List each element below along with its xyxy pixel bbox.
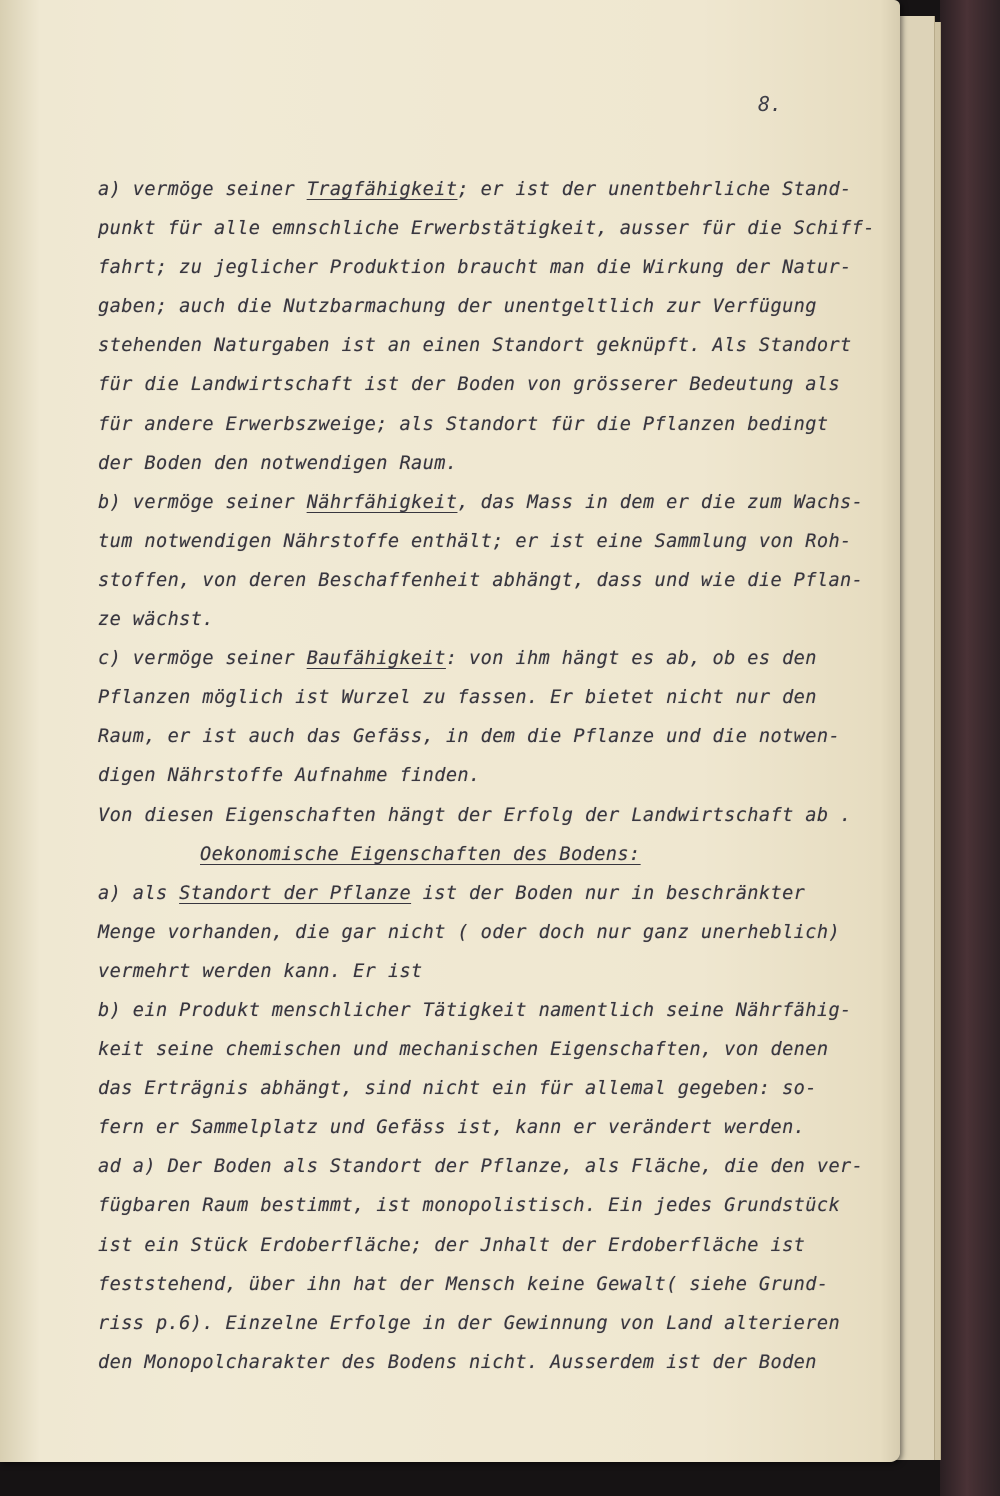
text-line [98,600,838,639]
book-cover-edge [940,0,1000,1496]
text-segment: stehenden Naturgaben ist an einen Standort geknüpft. Als Standort [98,335,852,357]
underlined-term: Baufähigkeit [306,648,446,670]
text-line [98,248,852,287]
text-line [98,365,841,404]
text-line [98,444,838,483]
text-line [98,1343,838,1382]
text-line [98,522,852,561]
text-segment: für andere Erwerbszweige; als Standort für die Pflanzen bedingt [98,413,829,435]
text-segment: fern er Sammelplatz und Gefäss ist, kann er verändert werden. [98,1117,806,1139]
text-segment: Menge vorhanden, die gar nicht ( oder doch nur ganz unerheblich) [98,921,841,943]
underlined-term: Oekonomische Eigenschaften des Bodens: [200,843,641,865]
text-segment: Raum, er ist auch das Gefäss, in dem die Pflanze und die notwen- [98,726,841,748]
text-segment: ze wächst. [98,609,214,631]
text-line [98,170,852,209]
text-line [98,287,838,326]
text-line [98,1226,838,1265]
text-segment: fügbaren Raum bestimmt, ist monopolistisch. Ein jedes Grundstück [98,1195,841,1217]
text-line [98,796,852,835]
text-line [98,717,841,756]
text-segment: c) vermöge seiner [98,648,307,670]
text-line [98,874,838,913]
text-segment: a) vermöge seiner [98,179,307,200]
text-segment: b) vermöge seiner [98,491,307,513]
text-segment: b) ein Produkt menschlicher Tätigkeit namentlich seine Nährfähig- [98,999,852,1021]
text-line [98,209,875,248]
text-segment: a) als [98,882,180,904]
section-heading [98,835,838,874]
text-segment: für die Landwirtschaft ist der Boden von grösserer Bedeutung als [98,374,841,396]
text-segment: der Boden den notwendigen Raum. [98,452,458,474]
text-segment: , das Mass in dem er die zum Wachs- [457,491,864,513]
page-number: 8. [758,92,783,116]
underlined-term: Standort der Pflanze [179,882,412,904]
text-segment: ad a) Der Boden als Standort der Pflanze, als Fläche, die den ver- [98,1156,864,1178]
text-line [98,1186,841,1225]
text-line [98,1030,838,1069]
text-segment: tum notwendigen Nährstoffe enthält; er ist eine Sammlung von Roh- [98,530,852,552]
text-segment: Pflanzen möglich ist Wurzel zu fassen. Er bietet nicht nur den [98,687,817,709]
underlined-term: Tragfähigkeit [306,179,458,200]
text-line [98,991,852,1030]
text-segment: keit seine chemischen und mechanischen Eigenschaften, von denen [98,1039,829,1061]
text-line [98,913,841,952]
text-segment: digen Nährstoffe Aufnahme finden. [98,765,481,787]
text-segment: : von ihm hängt es ab, ob es den [445,648,817,670]
text-line [98,952,838,991]
text-line [98,756,838,795]
underlined-term: Nährfähigkeit [306,491,458,513]
text-segment: Von diesen Eigenschaften hängt der Erfolg der Landwirtschaft ab . [98,804,852,826]
text-line [98,405,838,444]
text-segment: vermehrt werden kann. Er ist [98,960,423,982]
typewritten-text-block [98,170,875,1382]
text-line [98,678,838,717]
text-line [98,1069,838,1108]
text-line [98,639,838,678]
text-segment: ist ein Stück Erdoberfläche; der Jnhalt der Erdoberfläche ist [98,1234,806,1256]
text-line [98,561,864,600]
text-line [98,483,864,522]
text-segment: gaben; auch die Nutzbarmachung der unentgeltlich zur Verfügung [98,296,817,318]
text-line [98,1304,841,1343]
text-line [98,1265,838,1304]
text-line [98,1108,838,1147]
text-line [98,1147,864,1186]
text-segment: punkt für alle emnschliche Erwerbstätigkeit, ausser für die Schiff- [98,218,875,240]
text-segment: feststehend, über ihn hat der Mensch keine Gewalt( siehe Grund- [98,1273,829,1295]
text-segment: stoffen, von deren Beschaffenheit abhängt, dass und wie die Pflan- [98,569,864,591]
text-segment: das Erträgnis abhängt, sind nicht ein für allemal gegeben: so- [98,1078,817,1100]
text-segment: ist der Boden nur in beschränkter [411,882,806,904]
text-segment: ; er ist der unentbehrliche Stand- [457,179,852,200]
text-segment: riss p.6). Einzelne Erfolge in der Gewinnung von Land alterieren [98,1312,841,1334]
text-segment: den Monopolcharakter des Bodens nicht. Ausserdem ist der Boden [98,1351,817,1373]
text-line [98,326,852,365]
text-segment: fahrt; zu jeglicher Produktion braucht man die Wirkung der Natur- [98,257,852,279]
